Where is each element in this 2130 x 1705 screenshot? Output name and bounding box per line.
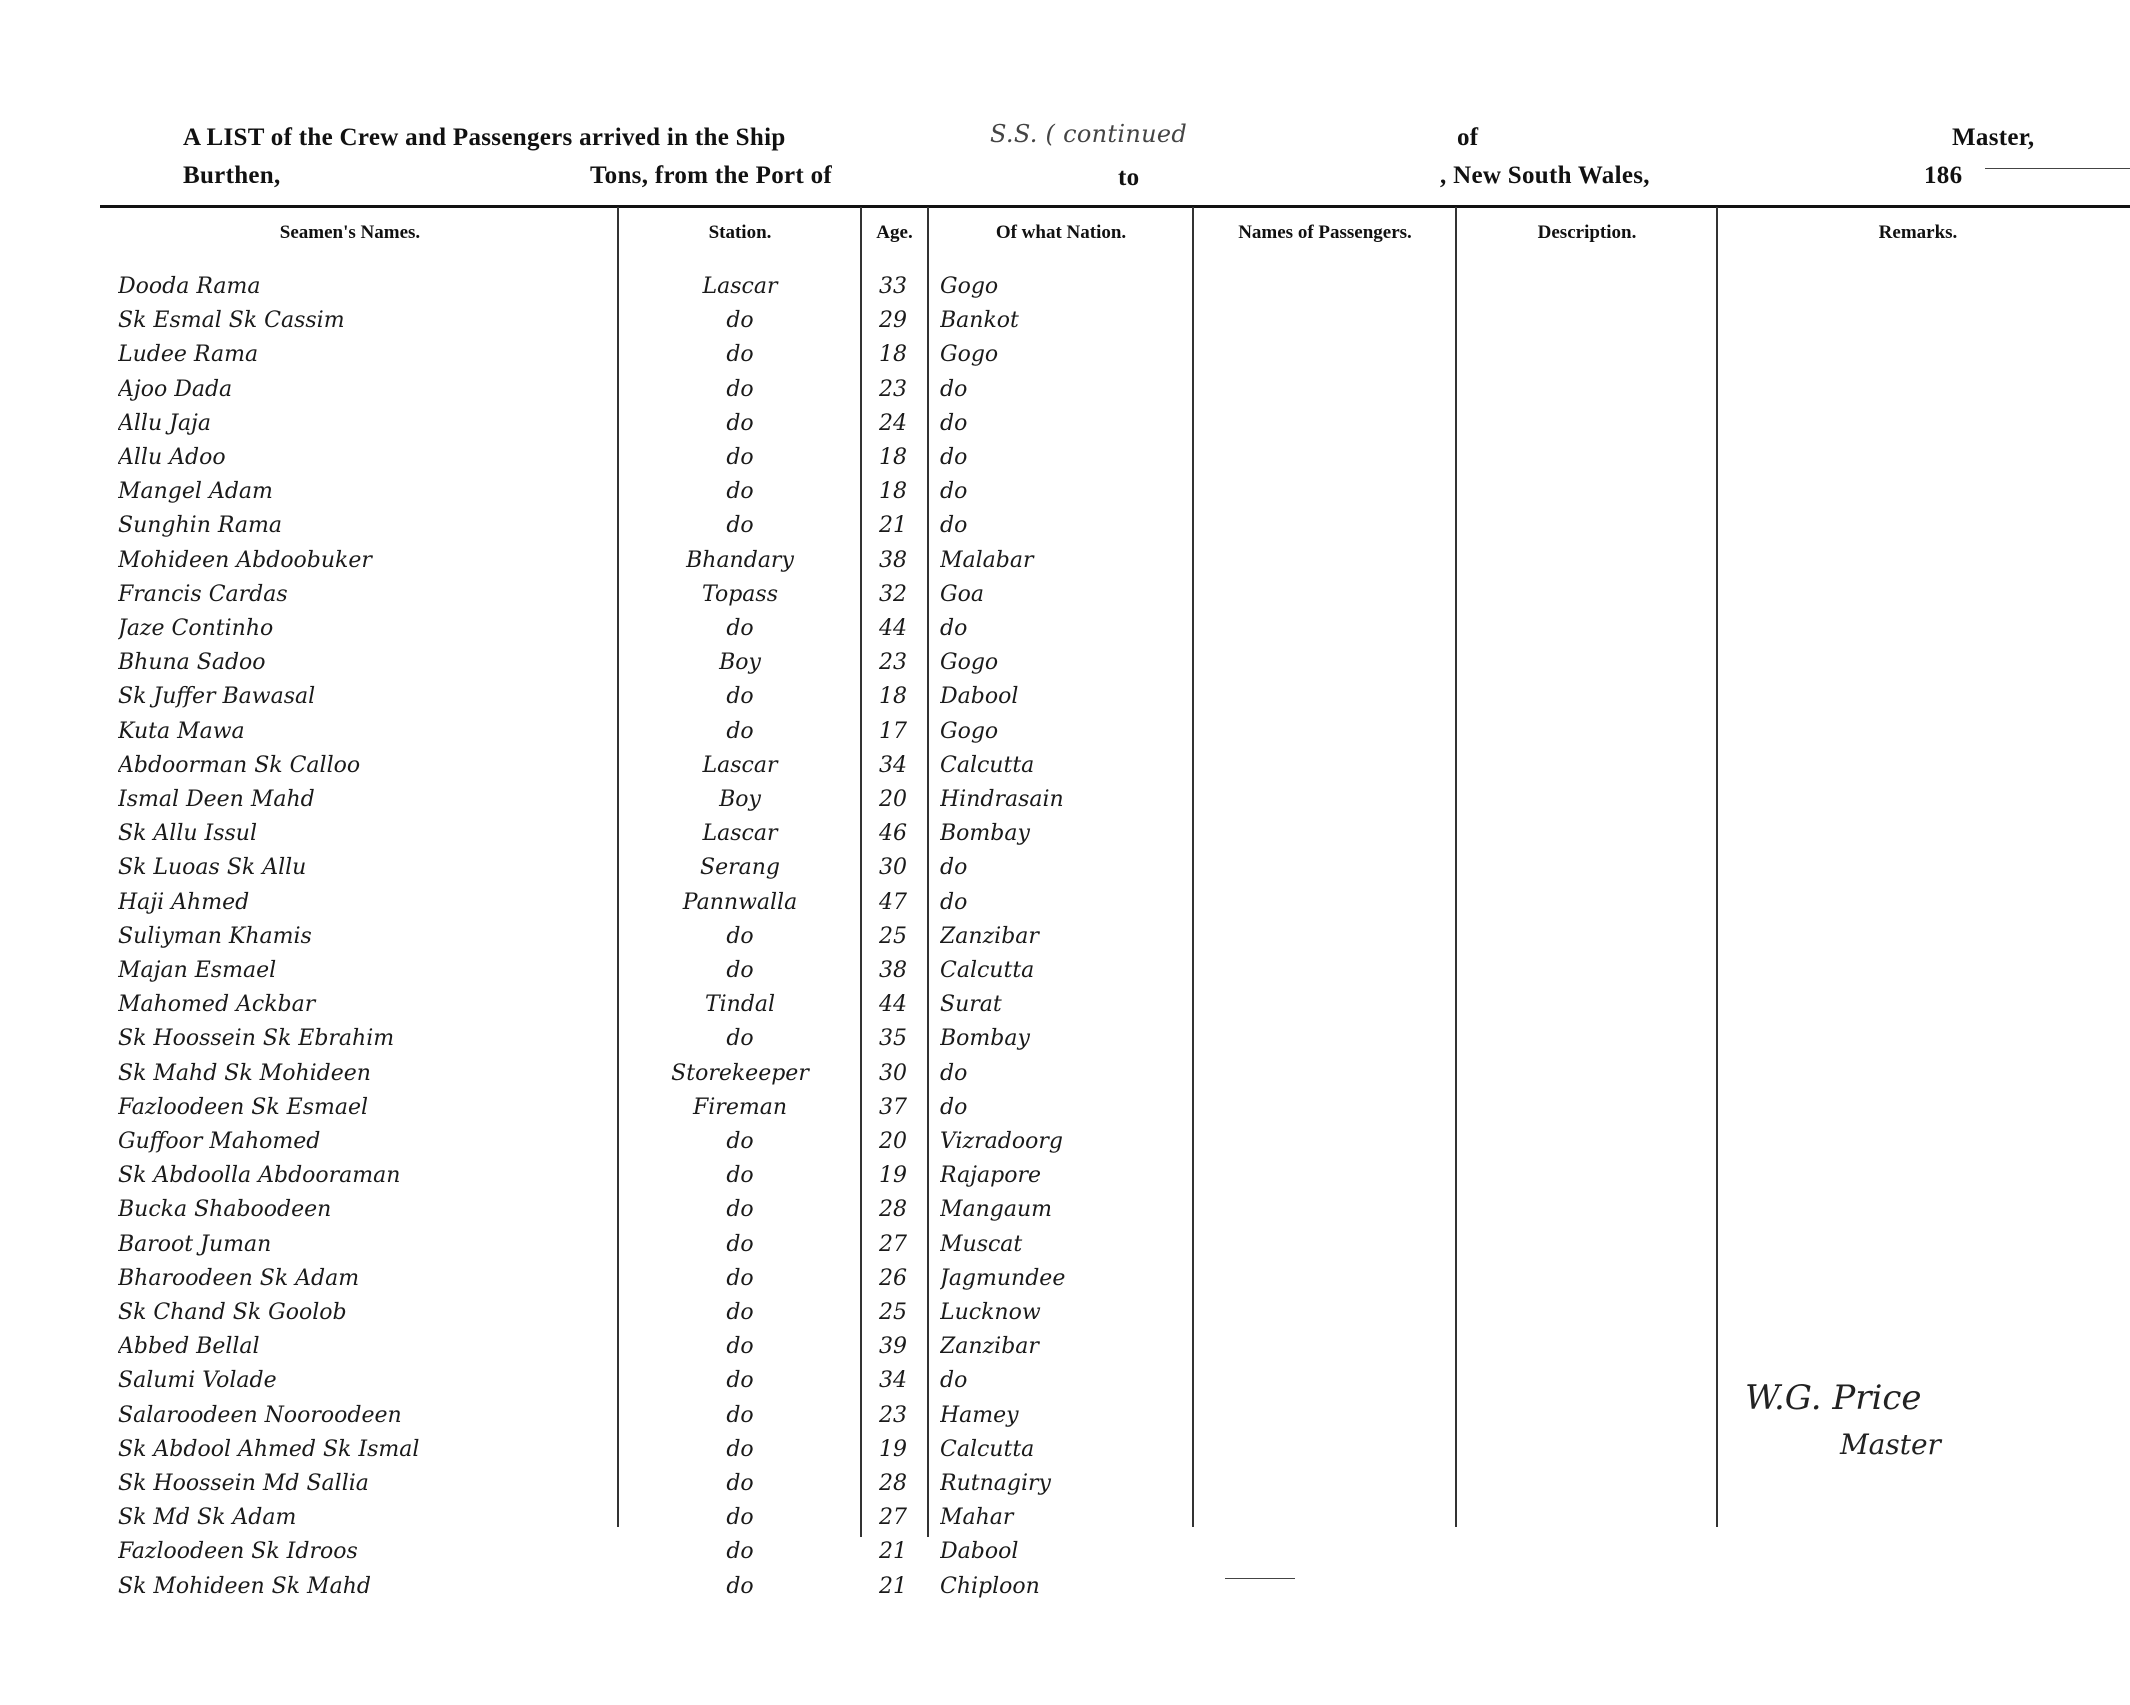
table-row — [0, 1570, 2130, 1603]
crew-age: 18 — [879, 684, 907, 710]
crew-nation: Jagmundee — [940, 1265, 1066, 1291]
crew-name: Haji Ahmed — [118, 889, 250, 915]
table-row — [0, 954, 2130, 987]
to-label: to — [1118, 164, 1140, 191]
crew-station: do — [726, 616, 754, 641]
crew-name: Salaroodeen Nooroodeen — [118, 1402, 402, 1428]
crew-nation: Surat — [940, 992, 1002, 1018]
col-passengers: Names of Passengers. — [1238, 222, 1412, 243]
crew-name: Sunghin Rama — [118, 513, 283, 539]
crew-nation: do — [940, 1094, 968, 1120]
crew-age: 24 — [879, 410, 907, 436]
crew-name: Ludee Rama — [118, 342, 259, 368]
table-row — [0, 1125, 2130, 1158]
crew-name: Sk Md Sk Adam — [118, 1505, 297, 1531]
crew-nation: Calcutta — [940, 958, 1035, 983]
table-row — [0, 1159, 2130, 1192]
crew-station: Storekeeper — [671, 1060, 809, 1086]
crew-name: Guffoor Mahomed — [118, 1129, 321, 1154]
crew-name: Sk Chand Sk Goolob — [118, 1300, 347, 1325]
crew-name: Jaze Continho — [118, 616, 274, 641]
crew-station: do — [726, 923, 754, 949]
table-row — [0, 270, 2130, 303]
table-row — [0, 407, 2130, 440]
crew-age: 18 — [879, 479, 907, 505]
crew-name: Francis Cardas — [118, 581, 288, 607]
crew-station: Boy — [719, 650, 761, 676]
table-row — [0, 680, 2130, 713]
crew-name: Bharoodeen Sk Adam — [118, 1265, 360, 1291]
crew-nation: do — [940, 889, 968, 915]
table-row — [0, 749, 2130, 782]
crew-name: Abdoorman Sk Calloo — [118, 752, 361, 778]
table-row — [0, 646, 2130, 679]
master-signature: W.G. Price — [1745, 1378, 1922, 1418]
crew-age: 29 — [879, 308, 907, 334]
crew-name: Sk Mahd Sk Mohideen — [118, 1060, 371, 1086]
crew-station: Lascar — [702, 821, 778, 847]
table-row — [0, 1193, 2130, 1226]
table-row — [0, 886, 2130, 919]
crew-nation: Gogo — [940, 274, 999, 299]
crew-nation: Dabool — [940, 684, 1019, 710]
crew-age: 25 — [879, 1300, 907, 1325]
crew-age: 21 — [879, 1573, 907, 1599]
table-row — [0, 817, 2130, 850]
crew-age: 38 — [879, 958, 907, 983]
crew-station: Tindal — [704, 992, 776, 1018]
crew-station: do — [726, 1368, 754, 1394]
crew-station: Lascar — [702, 274, 778, 299]
crew-age: 27 — [879, 1505, 907, 1531]
crew-nation: Bombay — [940, 821, 1030, 847]
burthen-label: Burthen, — [183, 162, 281, 189]
crew-nation: Lucknow — [940, 1300, 1041, 1325]
crew-age: 46 — [879, 821, 907, 847]
crew-age: 25 — [879, 923, 907, 949]
crew-nation: Chiploon — [940, 1573, 1040, 1599]
crew-station: do — [726, 479, 754, 505]
table-row — [0, 715, 2130, 748]
crew-name: Allu Adoo — [118, 445, 226, 470]
crew-name: Mohideen Abdoobuker — [118, 547, 372, 573]
crew-station: do — [726, 1197, 754, 1223]
crew-name: Abbed Bellal — [118, 1334, 260, 1360]
crew-name: Fazloodeen Sk Esmael — [118, 1094, 369, 1120]
crew-age: 23 — [879, 376, 907, 402]
crew-age: 44 — [879, 616, 907, 641]
crew-nation: do — [940, 616, 968, 641]
col-remarks: Remarks. — [1878, 222, 1958, 243]
crew-nation: do — [940, 513, 968, 539]
crew-age: 19 — [879, 1436, 907, 1462]
crew-station: do — [726, 1129, 754, 1154]
crew-age: 30 — [879, 1060, 907, 1086]
crew-nation: do — [940, 855, 968, 881]
crew-name: Bhuna Sadoo — [118, 650, 266, 676]
crew-name: Sk Esmal Sk Cassim — [118, 308, 345, 334]
crew-nation: Zanzibar — [940, 923, 1039, 949]
crew-age: 28 — [879, 1471, 907, 1496]
crew-name: Bucka Shaboodeen — [118, 1197, 332, 1223]
crew-age: 39 — [879, 1334, 907, 1360]
right-dash-rule — [1985, 168, 2130, 169]
col-description: Description. — [1537, 222, 1637, 243]
table-row — [0, 304, 2130, 337]
table-row — [0, 544, 2130, 577]
crew-station: do — [726, 1231, 754, 1257]
crew-age: 47 — [879, 889, 907, 915]
crew-nation: Gogo — [940, 718, 999, 744]
table-row — [0, 1330, 2130, 1363]
crew-name: Majan Esmael — [118, 958, 277, 983]
crew-name: Sk Allu Issul — [118, 821, 257, 847]
crew-station: do — [726, 1402, 754, 1428]
crew-name: Mahomed Ackbar — [118, 992, 316, 1018]
crew-station: Pannwalla — [682, 889, 798, 915]
crew-station: do — [726, 1334, 754, 1360]
crew-station: do — [726, 1471, 754, 1496]
crew-nation: do — [940, 1368, 968, 1394]
table-row — [0, 578, 2130, 611]
crew-nation: Gogo — [940, 342, 999, 368]
crew-nation: Muscat — [940, 1231, 1023, 1257]
crew-nation: Rajapore — [940, 1163, 1041, 1189]
crew-age: 38 — [879, 547, 907, 573]
crew-station: Boy — [719, 787, 761, 812]
crew-station: Bhandary — [686, 547, 794, 573]
crew-station: do — [726, 1436, 754, 1462]
crew-nation: do — [940, 445, 968, 470]
crew-nation: Mangaum — [940, 1197, 1053, 1223]
crew-nation: Zanzibar — [940, 1334, 1039, 1360]
table-row — [0, 851, 2130, 884]
table-row — [0, 1091, 2130, 1124]
crew-age: 35 — [879, 1026, 907, 1052]
table-row — [0, 1262, 2130, 1295]
col-nation: Of what Nation. — [995, 222, 1127, 243]
table-row — [0, 1433, 2130, 1466]
crew-age: 18 — [879, 342, 907, 368]
table-row — [0, 1535, 2130, 1568]
crew-age: 17 — [879, 718, 907, 744]
header-rule — [100, 205, 2130, 208]
crew-name: Mangel Adam — [118, 479, 273, 505]
crew-nation: Dabool — [940, 1539, 1019, 1565]
master-signature-title: Master — [1840, 1428, 1941, 1461]
crew-age: 23 — [879, 650, 907, 676]
crew-nation: Calcutta — [940, 1436, 1035, 1462]
crew-nation: Bombay — [940, 1026, 1030, 1052]
crew-name: Fazloodeen Sk Idroos — [118, 1539, 358, 1565]
crew-age: 33 — [879, 274, 907, 299]
crew-nation: Calcutta — [940, 752, 1035, 778]
crew-name: Sk Abdoolla Abdooraman — [118, 1163, 401, 1189]
year-label: 186 — [1924, 162, 1963, 189]
crew-station: do — [726, 1539, 754, 1565]
crew-name: Sk Luoas Sk Allu — [118, 855, 307, 881]
crew-nation: Malabar — [940, 547, 1034, 573]
crew-age: 34 — [879, 1368, 907, 1394]
crew-nation: do — [940, 1060, 968, 1086]
of-label: of — [1457, 124, 1479, 151]
crew-station: do — [726, 513, 754, 539]
crew-age: 27 — [879, 1231, 907, 1257]
crew-station: Topass — [702, 581, 778, 607]
table-row — [0, 783, 2130, 816]
crew-nation: Vizradoorg — [940, 1129, 1063, 1154]
crew-station: do — [726, 1505, 754, 1531]
crew-station: do — [726, 1026, 754, 1052]
crew-nation: do — [940, 376, 968, 402]
crew-nation: Rutnagiry — [940, 1471, 1051, 1496]
crew-station: do — [726, 376, 754, 402]
crew-station: Lascar — [702, 752, 778, 778]
crew-station: Fireman — [693, 1094, 787, 1120]
table-row — [0, 1501, 2130, 1534]
table-row — [0, 1057, 2130, 1090]
master-label: Master, — [1952, 124, 2035, 151]
closing-rule — [1225, 1578, 1295, 1579]
table-row — [0, 1022, 2130, 1055]
crew-station: do — [726, 1573, 754, 1599]
crew-nation: Goa — [940, 581, 984, 607]
crew-nation: Bankot — [940, 308, 1019, 334]
crew-station: do — [726, 684, 754, 710]
col-seamen-names: Seamen's Names. — [279, 222, 421, 243]
col-station: Station. — [708, 222, 772, 243]
crew-nation: Gogo — [940, 650, 999, 676]
crew-station: do — [726, 308, 754, 334]
crew-station: do — [726, 958, 754, 983]
crew-station: do — [726, 1265, 754, 1291]
crew-name: Sk Hoossein Md Sallia — [118, 1471, 369, 1496]
table-row — [0, 988, 2130, 1021]
crew-station: Serang — [700, 855, 780, 881]
crew-name: Sk Abdool Ahmed Sk Ismal — [118, 1436, 420, 1462]
ship-name-handwritten: S.S. ( continued — [990, 120, 1187, 148]
crew-age: 20 — [879, 787, 907, 812]
crew-name: Sk Juffer Bawasal — [118, 684, 316, 710]
table-row — [0, 1467, 2130, 1500]
crew-age: 20 — [879, 1129, 907, 1154]
table-row — [0, 1296, 2130, 1329]
crew-nation: do — [940, 479, 968, 505]
crew-name: Allu Jaja — [118, 410, 211, 436]
crew-name: Ajoo Dada — [118, 376, 233, 402]
crew-station: do — [726, 342, 754, 368]
crew-name: Ismal Deen Mahd — [118, 787, 315, 812]
crew-nation: Hamey — [940, 1402, 1019, 1428]
crew-age: 23 — [879, 1402, 907, 1428]
crew-age: 28 — [879, 1197, 907, 1223]
table-row — [0, 338, 2130, 371]
crew-station: do — [726, 445, 754, 470]
crew-age: 32 — [879, 581, 907, 607]
crew-nation: Hindrasain — [940, 787, 1064, 812]
crew-name: Sk Mohideen Sk Mahd — [118, 1573, 371, 1599]
crew-age: 26 — [879, 1265, 907, 1291]
crew-name: Sk Hoossein Sk Ebrahim — [118, 1026, 395, 1052]
table-row — [0, 475, 2130, 508]
crew-name: Suliyman Khamis — [118, 923, 312, 949]
crew-name: Baroot Juman — [118, 1231, 272, 1257]
table-row — [0, 1228, 2130, 1261]
col-age: Age. — [876, 222, 913, 243]
crew-age: 21 — [879, 1539, 907, 1565]
crew-nation: Mahar — [940, 1505, 1014, 1531]
crew-age: 37 — [879, 1094, 907, 1120]
crew-age: 21 — [879, 513, 907, 539]
crew-station: do — [726, 718, 754, 744]
crew-nation: do — [940, 410, 968, 436]
crew-name: Dooda Rama — [118, 274, 261, 299]
table-row — [0, 509, 2130, 542]
crew-name: Kuta Mawa — [118, 718, 245, 744]
table-row — [0, 920, 2130, 953]
crew-age: 44 — [879, 992, 907, 1018]
tons-port-label: Tons, from the Port of — [590, 162, 833, 189]
list-title: A LIST of the Crew and Passengers arrived in the Ship — [183, 124, 786, 151]
crew-age: 18 — [879, 445, 907, 470]
table-row — [0, 373, 2130, 406]
crew-station: do — [726, 1300, 754, 1325]
crew-age: 34 — [879, 752, 907, 778]
table-row — [0, 441, 2130, 474]
crew-age: 30 — [879, 855, 907, 881]
table-row — [0, 612, 2130, 645]
crew-station: do — [726, 410, 754, 436]
nsw-label: , New South Wales, — [1440, 162, 1650, 189]
crew-station: do — [726, 1163, 754, 1189]
crew-age: 19 — [879, 1163, 907, 1189]
crew-name: Salumi Volade — [118, 1368, 277, 1394]
